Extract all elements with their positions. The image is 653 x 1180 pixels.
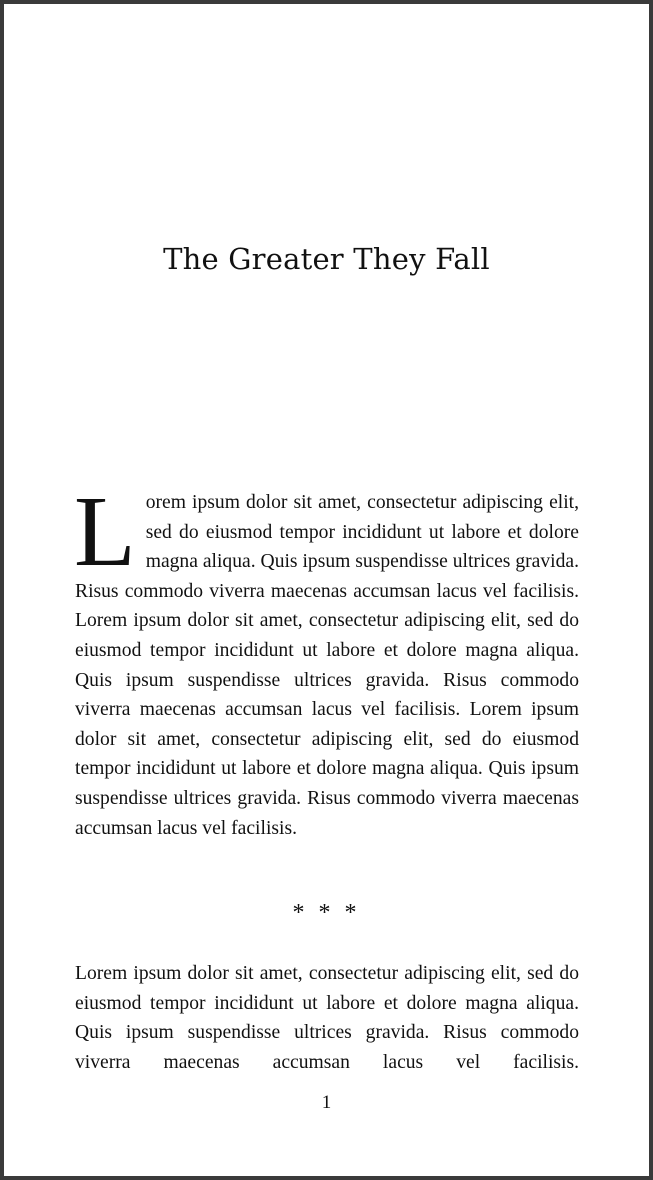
- paragraph-1-text: orem ipsum dolor sit amet, consectetur adipiscing elit, sed do eiusmod tempor incididunt ut labore et dolore magna aliqua. Quis ipsum suspendisse ultrices gravida. Risus commodo viverra maecenas accumsan lacus vel facilisis. Lorem ipsum dolor sit amet, consectetur adipiscing elit, sed do eiusmod tempor incididunt ut labore et dolore magna aliqua. Quis ipsum suspendisse ultrices gravida. Risus commodo viverra maecenas accumsan lacus vel facilisis. Lorem ipsum dolor sit amet, consectetur adipiscing elit, sed do eiusmod tempor incididunt ut labore et dolore magna aliqua. Quis ipsum suspendisse ultrices gravida. Risus commodo viverra maecenas accumsan lacus vel facilisis.: [75, 492, 579, 839]
- paragraph-1: [74, 475, 579, 843]
- page-number: 1: [321, 1092, 332, 1113]
- paragraph-2: Lorem ipsum dolor sit amet, consectetur adipiscing elit, sed do eiusmod tempor incididunt ut labore et dolore magna aliqua. Quis ipsum suspendisse ultrices gravida. Risus commodo viverra maecenas accumsan lacus vel facilisis.: [75, 963, 579, 1073]
- chapter-title: The Greater They Fall: [163, 242, 490, 276]
- book-page: [4, 4, 649, 1176]
- section-separator: * * *: [292, 900, 361, 926]
- drop-cap: L: [74, 475, 136, 587]
